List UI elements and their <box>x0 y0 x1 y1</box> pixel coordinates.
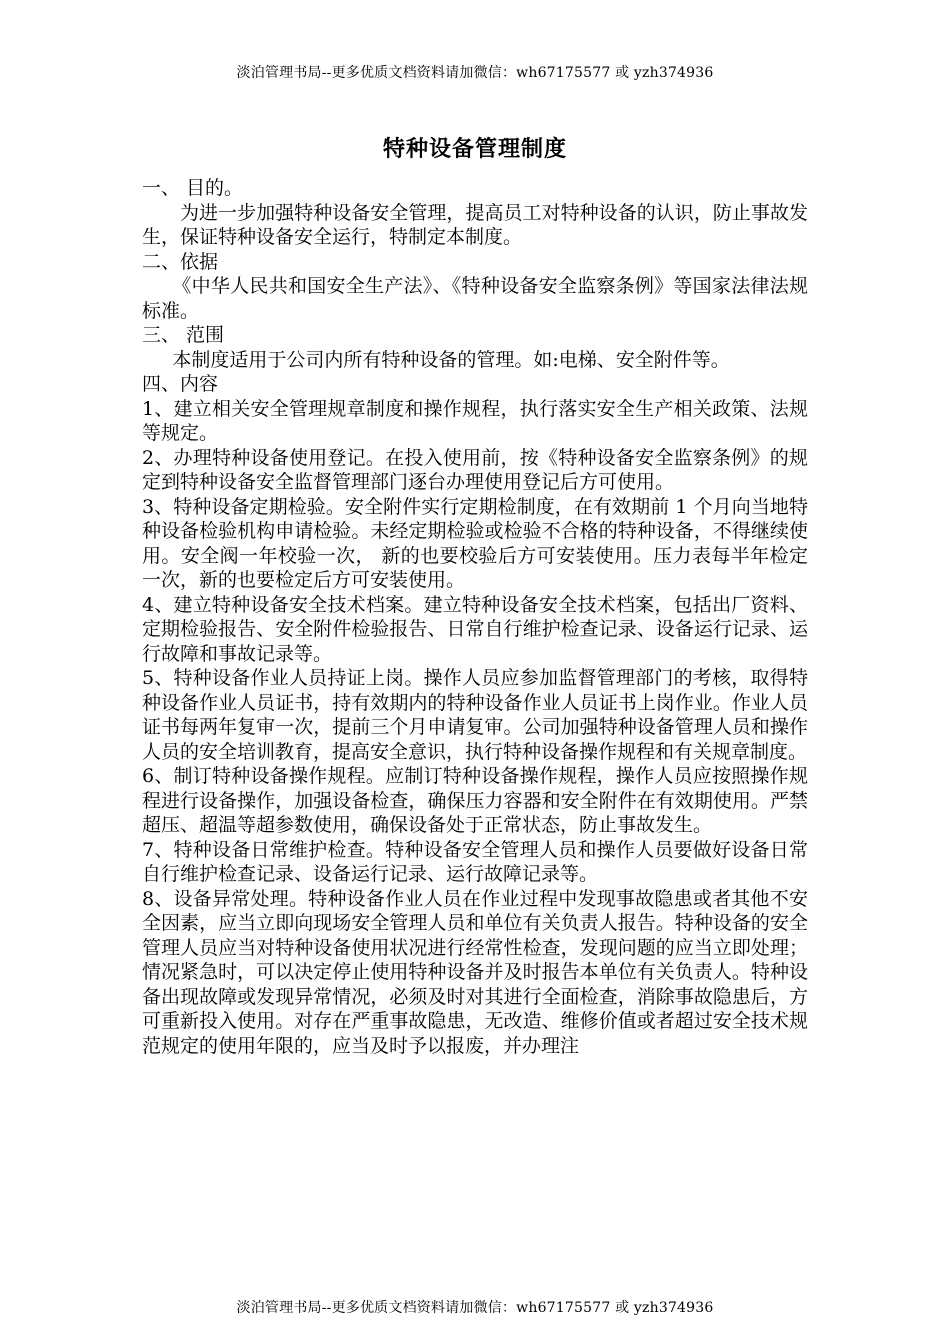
section-heading-content: 四、内容 <box>142 373 219 395</box>
page-title: 特种设备管理制度 <box>382 136 567 162</box>
header-note: 淡泊管理书局--更多优质文档资料请加微信：wh67175577 或 yzh374936 <box>236 65 714 81</box>
content-item-2: 2、办理特种设备使用登记。在投入使用前，按《特种设备安全监察条例》的规定到特种设备安全监督管理部门逐台办理使用登记后方可使用。 <box>142 446 808 493</box>
footer-note: 淡泊管理书局--更多优质文档资料请加微信：wh67175577 或 yzh374936 <box>236 1300 714 1316</box>
content-item-8: 8、设备异常处理。特种设备作业人员在作业过程中发现事故隐患或者其他不安全因素，应当立即向现场安全管理人员和单位有关负责人报告。特种设备的安全管理人员应当对特种设备使用状况进行经常性检查，发现问题的应当立即处理；情况紧急时，可以决定停止使用特种设备并及时报告本单位有关负责人。特种设备出现故障或发现异常情况，必须及时对其进行全面检查，消除事故隐患后，方可重新投入使用。对存在严重事故隐患，无改造、维修价值或者超过安全技术规范规定的使用年限的，应当及时予以报废，并办理注 <box>142 887 808 1057</box>
section-heading-scope: 三、 范围 <box>142 324 225 346</box>
paragraph-purpose: 为进一步加强特种设备安全管理，提高员工对特种设备的认识，防止事故发生，保证特种设备安全运行，特制定本制度。 <box>142 201 808 248</box>
content-item-6: 6、制订特种设备操作规程。应制订特种设备操作规程，操作人员应按照操作规程进行设备操作，加强设备检查，确保压力容器和安全附件在有效期使用。严禁超压、超温等超参数使用，确保设备处于正常状态，防止事故发生。 <box>142 765 808 836</box>
content-item-3: 3、特种设备定期检验。安全附件实行定期检制度，在有效期前 1 个月向当地特种设备检验机构申请检验。未经定期检验或检验不合格的特种设备，不得继续使用。安全阀一年校验一次， 新的也要校验后方可安装使用。压力表每半年检定一次，新的也要检定后方可安装使用。 <box>142 495 808 591</box>
content-item-5: 5、特种设备作业人员持证上岗。操作人员应参加监督管理部门的考核，取得特种设备作业人员证书，持有效期内的特种设备作业人员证书上岗作业。作业人员证书每两年复审一次，提前三个月申请复审。公司加强特种设备管理人员和操作人员的安全培训教育，提高安全意识，执行特种设备操作规程和有关规章制度。 <box>142 667 808 763</box>
paragraph-basis: 《中华人民共和国安全生产法》、《特种设备安全监察条例》等国家法律法规标准。 <box>142 275 808 322</box>
section-heading-basis: 二、依据 <box>142 250 219 273</box>
section-heading-purpose: 一、 目的。 <box>142 177 244 199</box>
paragraph-scope: 本制度适用于公司内所有特种设备的管理。如:电梯、安全附件等。 <box>172 348 730 371</box>
document-body <box>142 176 808 1058</box>
content-item-7: 7、特种设备日常维护检查。特种设备安全管理人员和操作人员要做好设备日常自行维护检查记录、设备运行记录、运行故障记录等。 <box>142 838 808 885</box>
content-item-1: 1、建立相关安全管理规章制度和操作规程，执行落实安全生产相关政策、法规等规定。 <box>142 397 808 444</box>
content-item-4: 4、建立特种设备安全技术档案。建立特种设备安全技术档案，包括出厂资料、定期检验报告、安全附件检验报告、日常自行维护检查记录、设备运行记录、运行故障和事故记录等。 <box>142 593 808 665</box>
